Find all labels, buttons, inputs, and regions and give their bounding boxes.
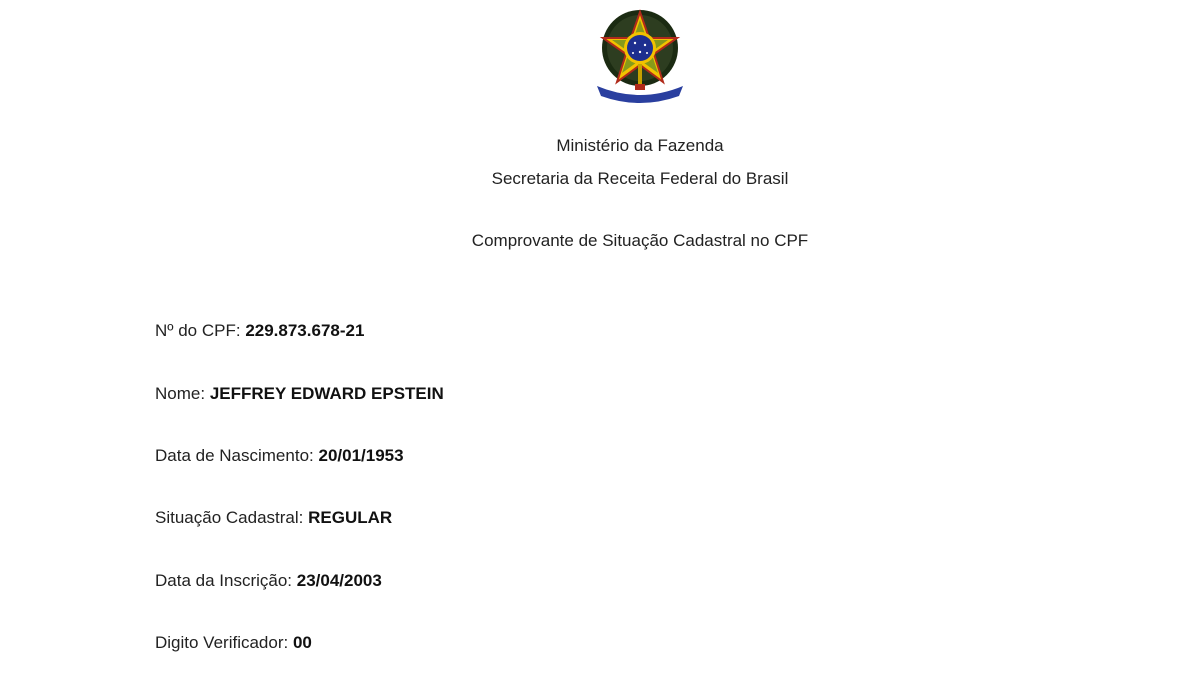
- field-value: 00: [292, 633, 312, 652]
- registration-status-field: [155, 508, 392, 528]
- field-label: Digito Verificador:: [155, 633, 289, 652]
- field-value: 20/01/1953: [318, 446, 404, 465]
- birth-date-field: [155, 446, 404, 466]
- field-label: Nome:: [155, 384, 206, 403]
- coat-of-arms-emblem: [593, 6, 687, 104]
- field-label: Data da Inscrição:: [155, 571, 293, 590]
- check-digit-field: [155, 633, 312, 653]
- field-value: 23/04/2003: [296, 571, 382, 590]
- field-value: 229.873.678-21: [245, 321, 365, 340]
- document-title: Comprovante de Situação Cadastral no CPF: [471, 231, 809, 250]
- registration-date-field: [155, 571, 382, 591]
- field-value: REGULAR: [308, 508, 393, 527]
- field-label: Data de Nascimento:: [155, 446, 314, 465]
- cpf-number-field: [155, 321, 364, 341]
- name-field: [155, 384, 444, 404]
- field-value: JEFFREY EDWARD EPSTEIN: [209, 384, 444, 403]
- secretariat-name: Secretaria da Receita Federal do Brasil: [491, 169, 789, 188]
- field-label: Situação Cadastral:: [155, 508, 304, 527]
- ministry-name: Ministério da Fazenda: [556, 136, 724, 155]
- field-label: Nº do CPF:: [155, 321, 241, 340]
